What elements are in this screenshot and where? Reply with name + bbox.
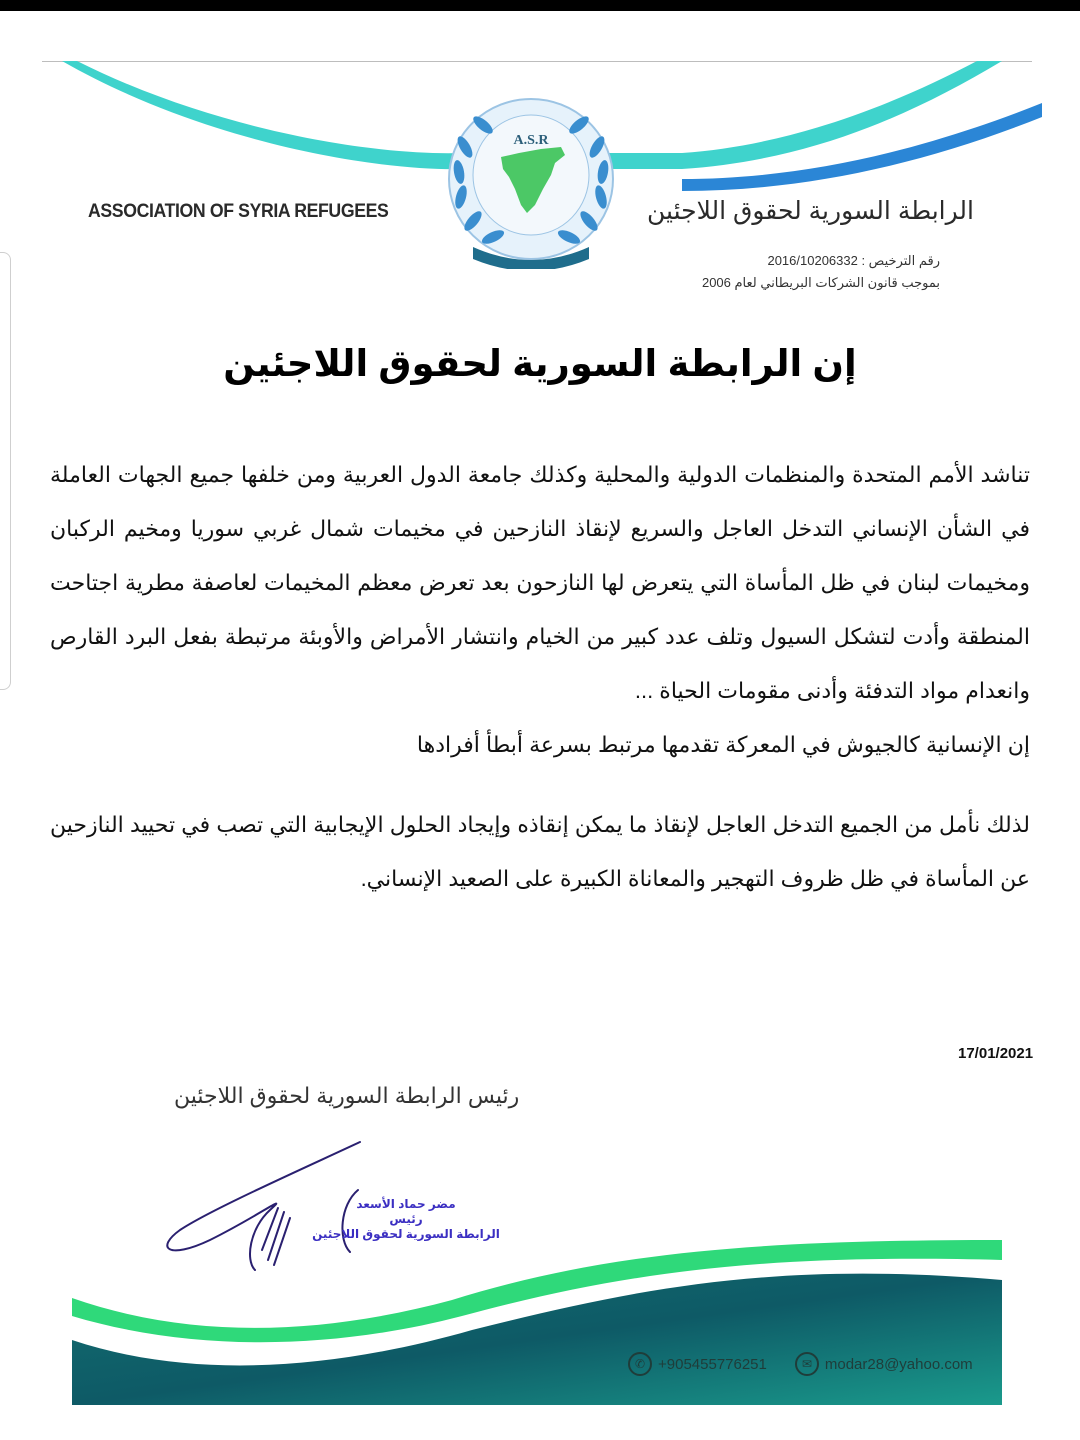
license-info — [702, 250, 940, 294]
organization-logo — [443, 97, 619, 269]
paragraph-appeal: تناشد الأمم المتحدة والمنظمات الدولية والمحلية وكذلك جامعة الدول العربية ومن خلفها جميع الجهات العاملة في الشأن الإنساني التدخل العاجل والسريع لإنقاذ النازحين في مخيمات شمال غربي سوريا ومخيم الركبان ومخيمات لبنان في ظل المأساة التي يتعرض لها النازحون بعد تعرض معظم المخيمات لعاصفة مطرية اجتاحت المنطقة وأدت لتشكل السيول وتلف عدد كبير من الخيام وانتشار الأمراض والأوبئة مرتبطة بفعل البرد القارص وانعدام مواد التدفئة وأدنى مقومات الحياة ... — [50, 462, 1030, 703]
stamp-org: الرابطة السورية لحقوق اللاجئين — [312, 1227, 500, 1241]
side-panel-handle[interactable] — [0, 252, 11, 690]
org-name-arabic: الرابطة السورية لحقوق اللاجئين — [647, 197, 974, 225]
footer-wave — [72, 1220, 1002, 1405]
phone-icon: ✆ — [628, 1352, 652, 1376]
org-name-english: ASSOCIATION OF SYRIA REFUGEES — [88, 201, 389, 222]
email-address[interactable]: modar28@yahoo.com — [824, 1355, 973, 1373]
email-contact[interactable] — [795, 1352, 973, 1376]
phone-contact[interactable] — [628, 1352, 767, 1376]
paragraph-request: لذلك نأمل من الجميع التدخل العاجل لإنقاذ ما يمكن إنقاذه وإيجاد الحلول الإيجابية التي تصب في تحييد النازحين عن المأساة في ظل ظروف التهجير والمعاناة الكبيرة على الصعيد الإنساني. — [50, 812, 1030, 891]
document-body — [50, 448, 1030, 906]
license-number: رقم الترخيص : 2016/10206332 — [767, 253, 940, 268]
paragraph-quote: إن الإنسانية كالجيوش في المعركة تقدمها مرتبط بسرعة أبطأ أفرادها — [416, 732, 1030, 757]
stamp-role: رئيس — [389, 1212, 423, 1226]
signatory-title: رئيس الرابطة السورية لحقوق اللاجئين — [174, 1083, 520, 1108]
envelope-icon: ✉ — [795, 1352, 819, 1376]
footer-contacts — [628, 1352, 973, 1376]
phone-number[interactable]: +905455776251 — [658, 1355, 767, 1373]
stamp-name: مضر حماد الأسعد — [356, 1197, 456, 1211]
license-law: بموجب قانون الشركات البريطاني لعام 2006 — [701, 275, 940, 290]
status-bar — [0, 0, 1080, 11]
logo-initials: A.S.R — [513, 133, 549, 148]
document-title: إن الرابطة السورية لحقوق اللاجئين — [223, 343, 857, 384]
document-date: 17/01/2021 — [958, 1045, 1034, 1062]
